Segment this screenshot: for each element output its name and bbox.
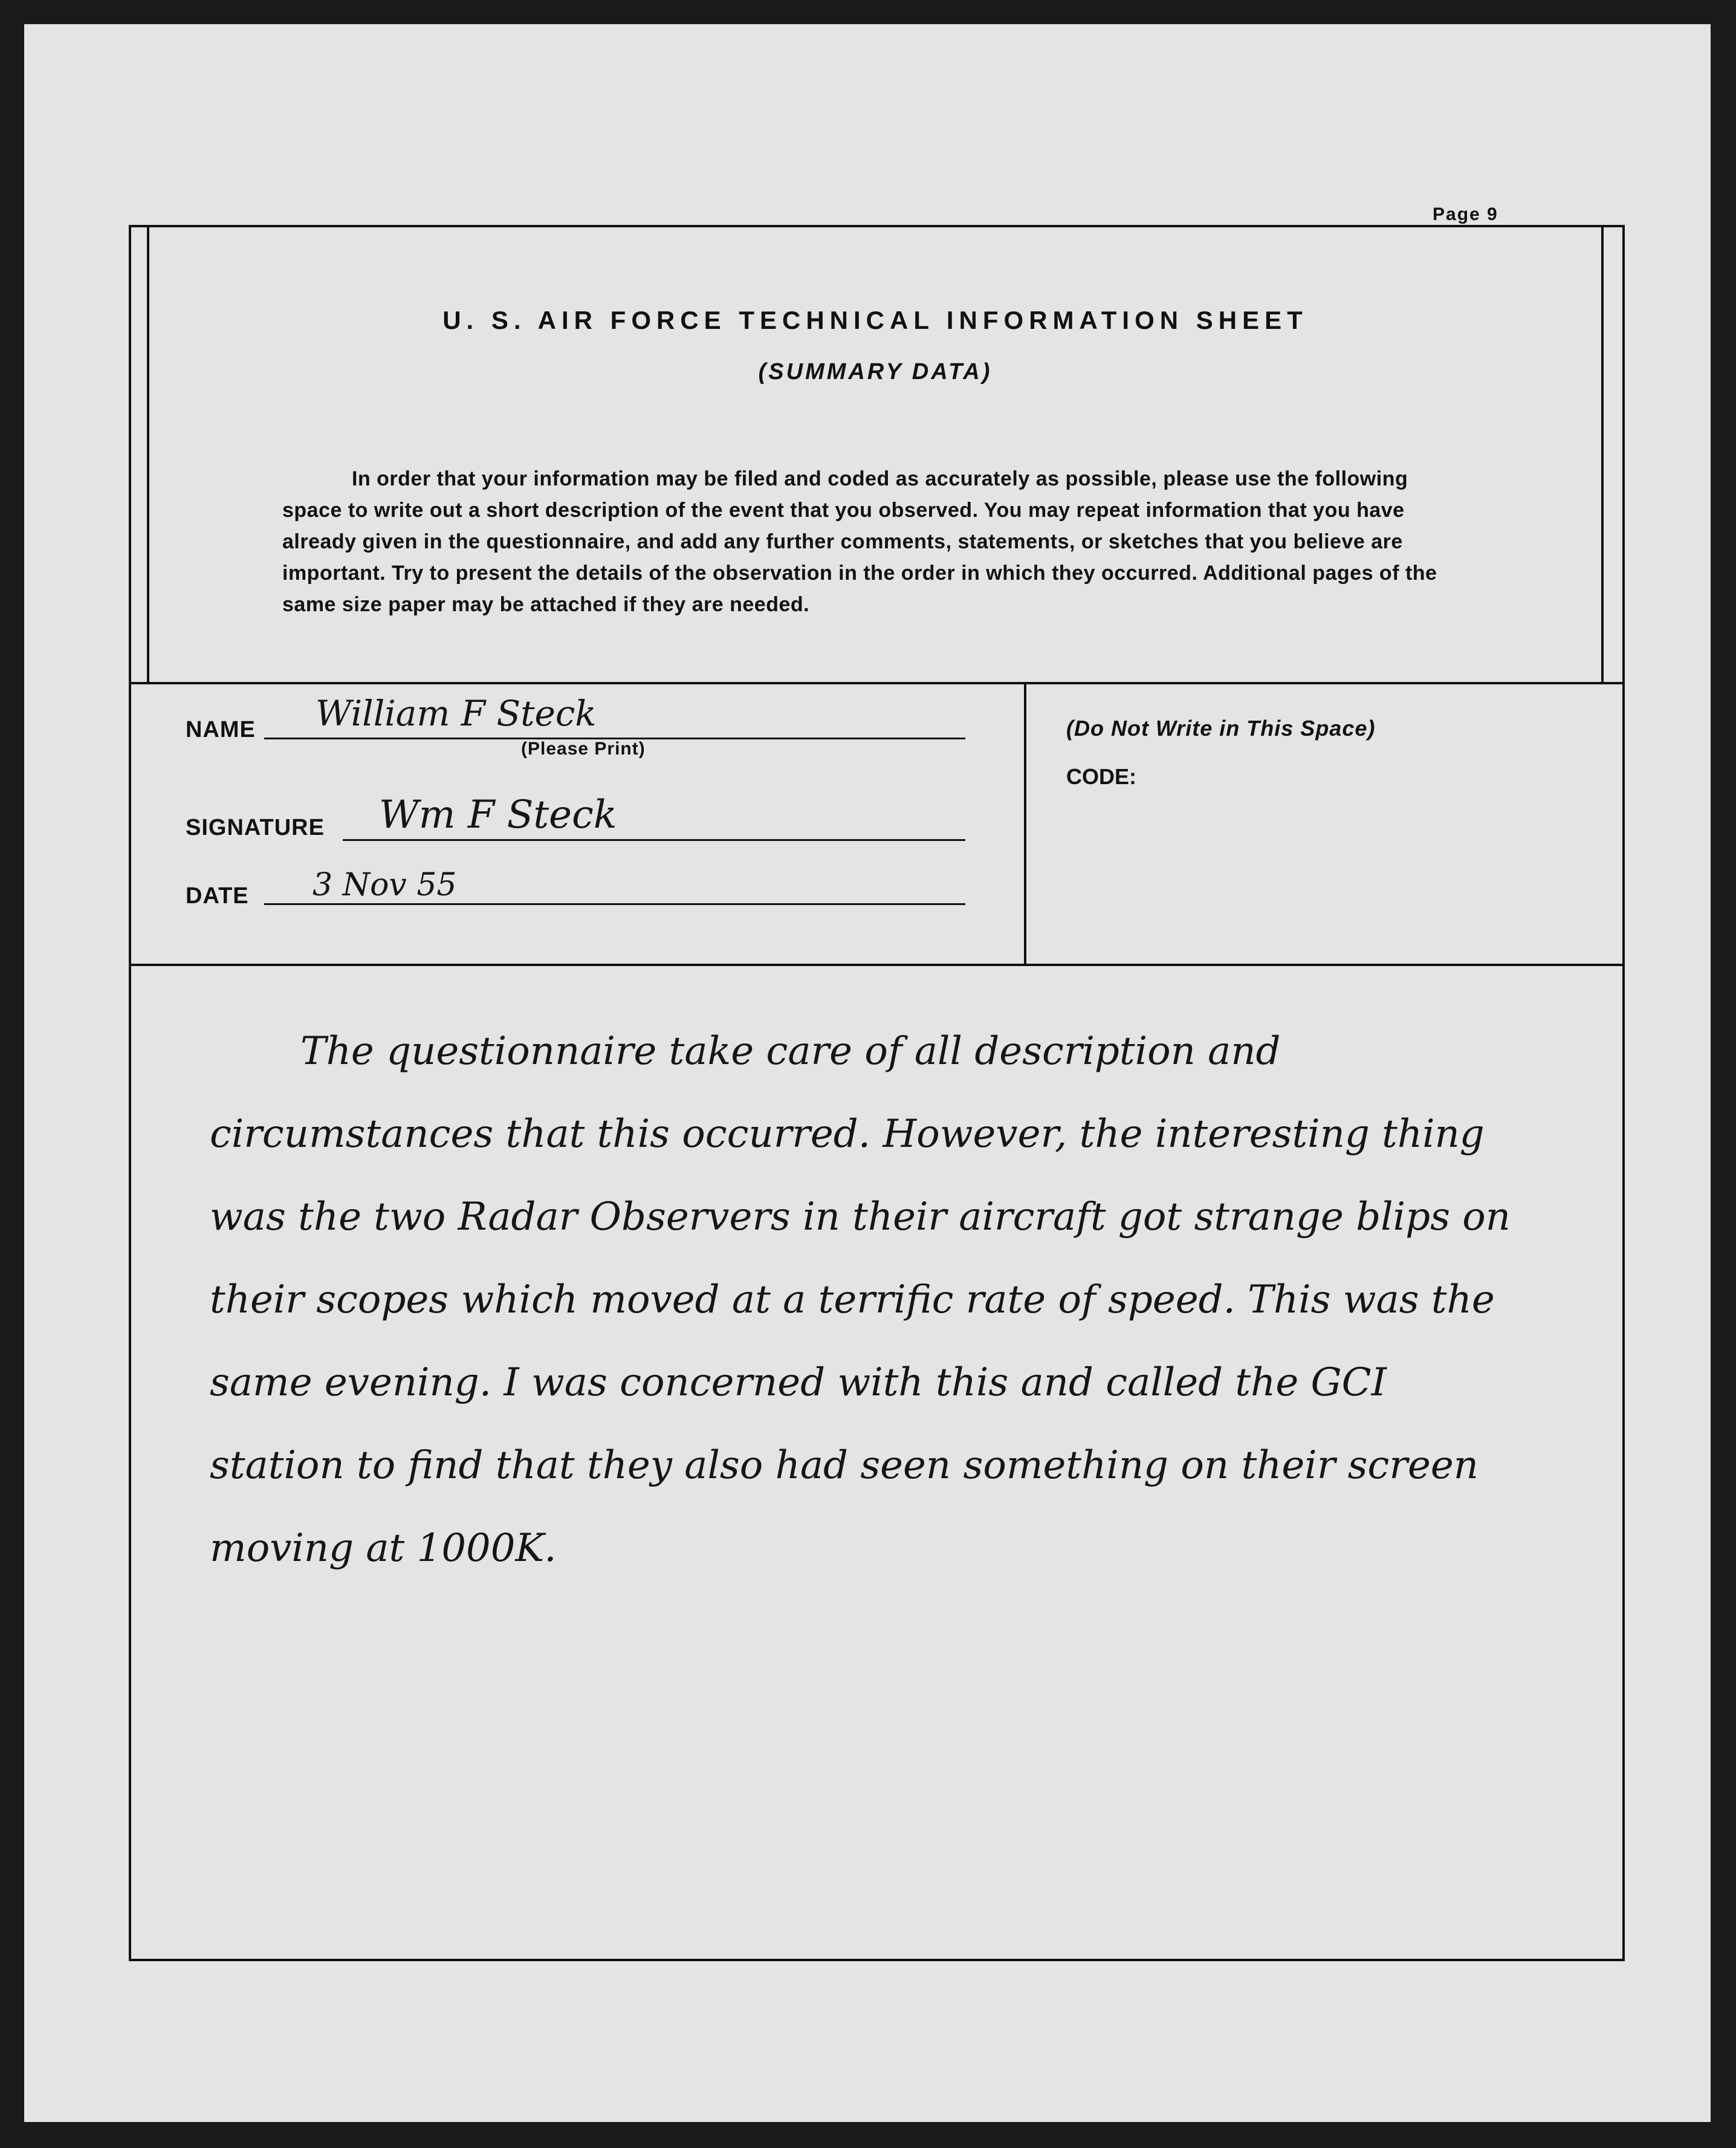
signature-value: Wm F Steck (379, 793, 617, 837)
document-page (24, 24, 1711, 2122)
office-use-notice: (Do Not Write in This Space) (1066, 716, 1376, 741)
code-label: CODE: (1066, 764, 1136, 789)
form-subtitle: (SUMMARY DATA) (758, 359, 993, 384)
divider (131, 964, 1622, 966)
handwritten-description: The questionnaire take care of all description and circumstances that this occurred. However, the interesting thing was the two Radar Observers in their aircraft got strange blips on their scopes which moved at a terrific rate of speed. This was the same evening. I was concerned with this and called the GCI station to find that they also had seen something on their screen moving at 1000K. (210, 1029, 1511, 1571)
date-label: DATE (186, 883, 249, 909)
divider (1024, 682, 1026, 964)
date-value: 3 Nov 55 (313, 867, 457, 903)
date-line (264, 903, 965, 905)
form-header (147, 227, 1604, 682)
name-hint: (Please Print) (521, 739, 646, 759)
signature-line (343, 839, 965, 841)
name-label: NAME (186, 717, 256, 742)
signature-label: SIGNATURE (186, 815, 325, 840)
divider (131, 682, 1622, 684)
page-number: Page 9 (1433, 204, 1498, 224)
form-instructions: In order that your information may be filed and coded as accurately as possible, please use the following space to write out a short description of the event that you observed. You may repeat information that you have already given in the questionnaire, and add any further comments, statements, or sketches that you believe are important. Try to present the details of the observation in the order in which they occurred. Additional pages of the same size paper may be attached if they are needed. (282, 467, 1437, 616)
name-value: William F Steck (316, 693, 597, 734)
technical-information-sheet (129, 225, 1625, 1961)
form-title: U. S. AIR FORCE TECHNICAL INFORMATION SHEET (442, 306, 1308, 334)
